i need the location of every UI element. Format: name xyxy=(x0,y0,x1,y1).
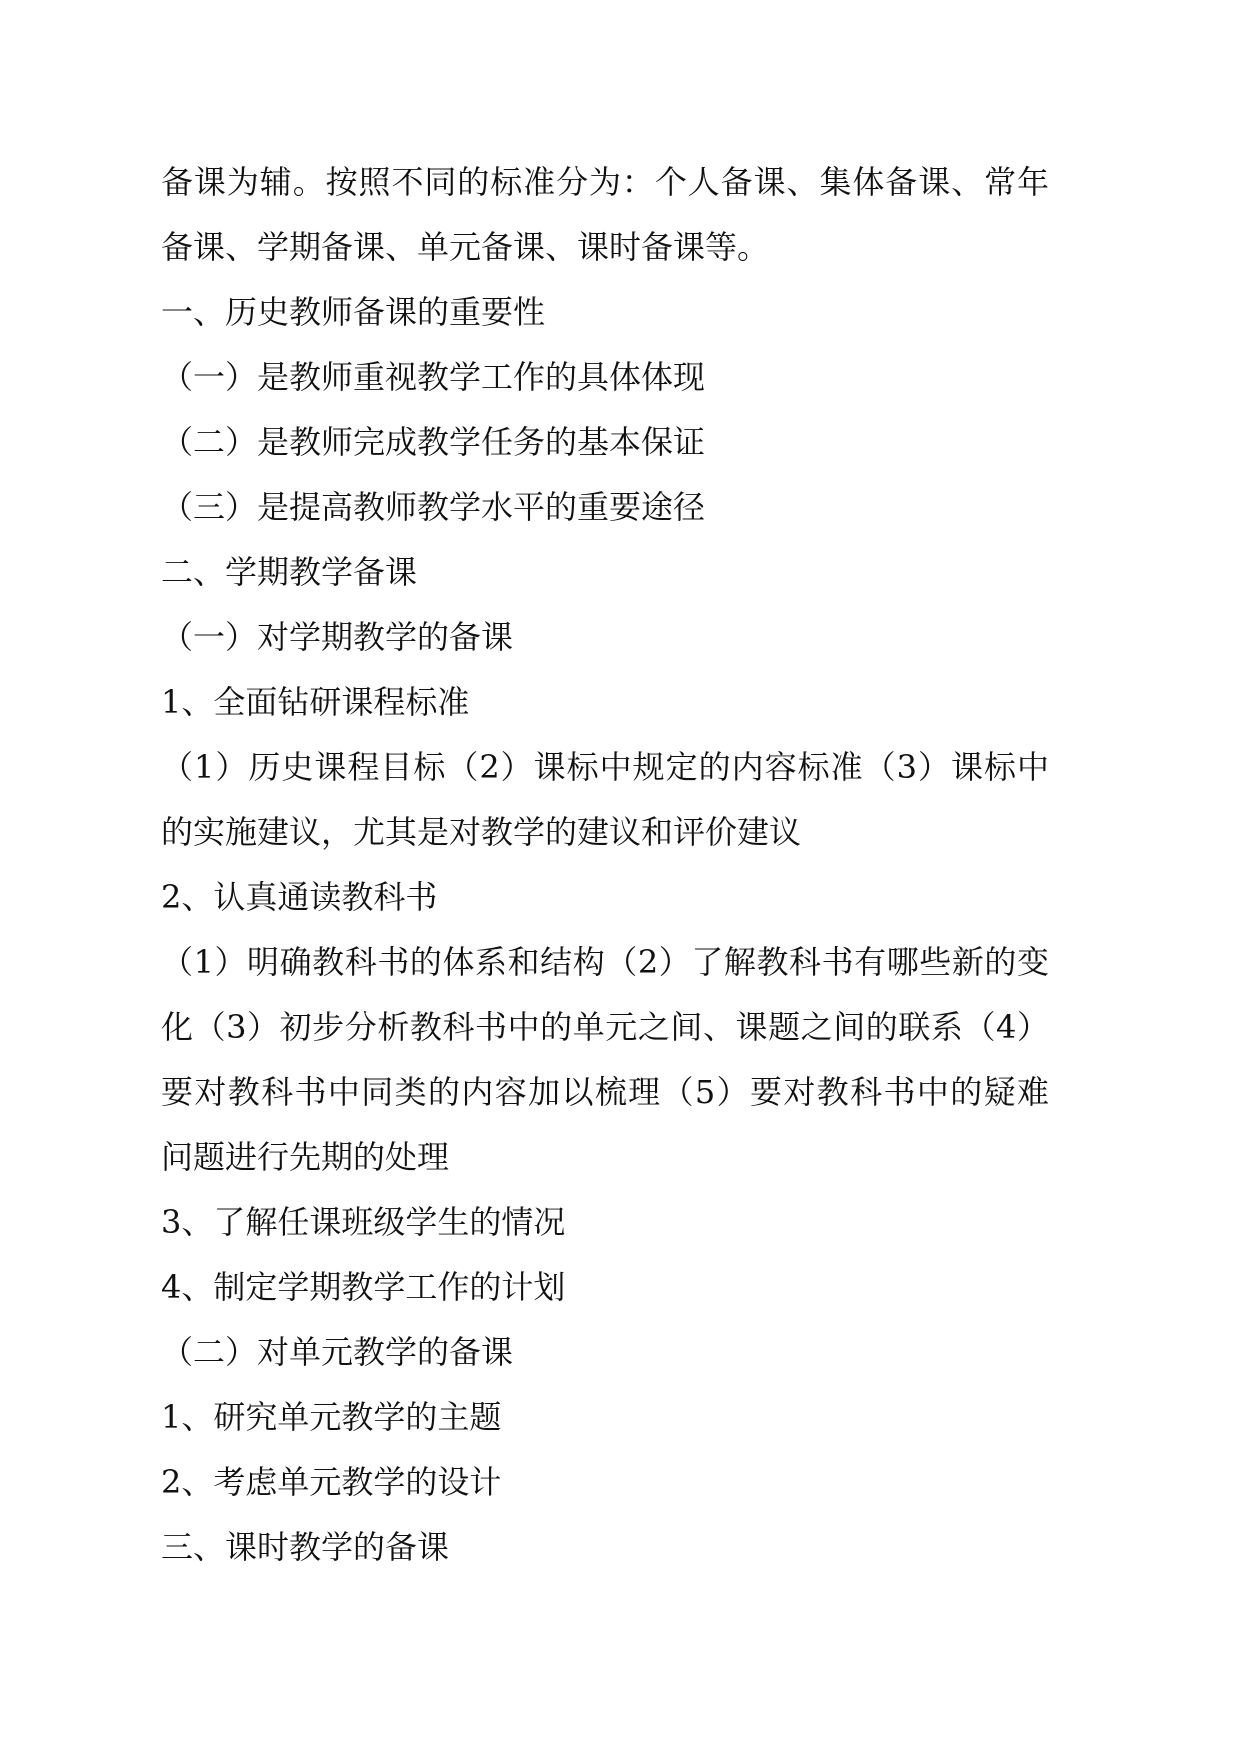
paragraph-line: 化（3）初步分析教科书中的单元之间、课题之间的联系（4） xyxy=(161,1008,1049,1046)
paragraph-line: 备课、学期备课、单元备课、课时备课等。 xyxy=(161,228,770,266)
list-item: 2、认真通读教科书 xyxy=(161,878,438,916)
subsection-heading: （一）是教师重视教学工作的具体体现 xyxy=(161,358,706,396)
section-heading: 三、课时教学的备课 xyxy=(161,1528,450,1566)
subsection-heading: （二）对单元教学的备课 xyxy=(161,1333,514,1371)
list-item: 3、了解任课班级学生的情况 xyxy=(161,1203,566,1241)
list-item: 2、考虑单元教学的设计 xyxy=(161,1463,502,1501)
paragraph-line: （1）历史课程目标（2）课标中规定的内容标准（3）课标中 xyxy=(161,748,1049,786)
section-heading: 二、学期教学备课 xyxy=(161,553,418,591)
paragraph-line: 问题进行先期的处理 xyxy=(161,1138,450,1176)
paragraph-line: 备课为辅。按照不同的标准分为：个人备课、集体备课、常年 xyxy=(161,163,1049,201)
list-item: 1、全面钻研课程标准 xyxy=(161,683,470,721)
list-item: 4、制定学期教学工作的计划 xyxy=(161,1268,566,1306)
subsection-heading: （一）对学期教学的备课 xyxy=(161,618,514,656)
subsection-heading: （三）是提高教师教学水平的重要途径 xyxy=(161,488,706,526)
paragraph-line: （1）明确教科书的体系和结构（2）了解教科书有哪些新的变 xyxy=(161,943,1049,981)
paragraph-line: 的实施建议，尤其是对教学的建议和评价建议 xyxy=(161,813,802,851)
list-item: 1、研究单元教学的主题 xyxy=(161,1398,502,1436)
section-heading: 一、历史教师备课的重要性 xyxy=(161,293,546,331)
document-body xyxy=(161,150,1049,1580)
paragraph-line: 要对教科书中同类的内容加以梳理（5）要对教科书中的疑难 xyxy=(161,1073,1049,1111)
subsection-heading: （二）是教师完成教学任务的基本保证 xyxy=(161,423,706,461)
